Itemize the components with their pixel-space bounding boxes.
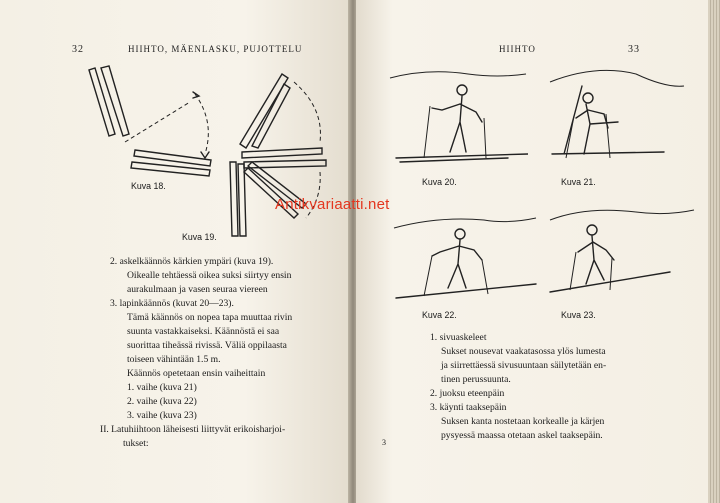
watermark-text: Antikvariaatti.net <box>275 196 390 213</box>
figure-21-caption: Kuva 21. <box>561 177 596 187</box>
right-page <box>356 0 720 503</box>
left-running-head: HIIHTO, MÄENLASKU, PUJOTTELU <box>128 44 303 54</box>
figure-23-illustration <box>546 206 696 296</box>
left-text-line-2: Oikealle tehtäessä oikea suksi siirtyy ensin <box>127 270 292 281</box>
right-text-line-6: 3. käynti taaksepäin <box>430 402 507 413</box>
figure-19-caption: Kuva 19. <box>182 232 217 242</box>
right-text-line-5: 2. juoksu eteenpäin <box>430 388 505 399</box>
figure-21-illustration <box>546 62 686 162</box>
left-text-line-9: Käännös opetetaan ensin vaiheittain <box>127 368 266 379</box>
left-text-line-11: 2. vaihe (kuva 22) <box>127 396 197 407</box>
left-page-number: 32 <box>72 44 84 55</box>
left-text-line-7: suorittaa tiheässä rivissä. Väliä oppilaasta <box>127 340 287 351</box>
figure-18-caption: Kuva 18. <box>131 181 166 191</box>
left-text-line-13: II. Latuhiihtoon läheisesti liittyvät erikoisharjoi- <box>100 424 286 435</box>
right-text-line-1: 1. sivuaskeleet <box>430 332 487 343</box>
left-text-line-1: 2. askelkäännös kärkien ympäri (kuva 19). <box>110 256 274 267</box>
page-edges <box>708 0 720 503</box>
figure-22-illustration <box>388 210 538 300</box>
left-text-line-14: tukset: <box>123 438 149 449</box>
right-text-line-4: tinen perussuunta. <box>441 374 511 385</box>
right-text-line-3: ja siirrettäessä sivusuuntaan säilytetään en- <box>441 360 607 371</box>
left-text-line-4: 3. lapinkäännös (kuvat 20—23). <box>110 298 234 309</box>
right-running-head: HIIHTO <box>499 44 536 54</box>
left-text-line-5: Tämä käännös on nopea tapa muuttaa rivin <box>127 312 293 323</box>
footer-signature-mark: 3 <box>382 438 386 447</box>
left-page <box>0 0 350 503</box>
left-text-line-12: 3. vaihe (kuva 23) <box>127 410 197 421</box>
right-text-line-7: Suksen kanta nostetaan korkealle ja kärjen <box>441 416 605 427</box>
figure-22-caption: Kuva 22. <box>422 310 457 320</box>
left-text-line-6: suunta vastakkaiseksi. Käännöstä ei saa <box>127 326 280 337</box>
figure-23-caption: Kuva 23. <box>561 310 596 320</box>
figure-18-illustration <box>85 62 225 182</box>
left-text-line-3: aurakulmaan ja vasen seuraa viereen <box>127 284 268 295</box>
left-text-line-10: 1. vaihe (kuva 21) <box>127 382 197 393</box>
figure-20-caption: Kuva 20. <box>422 177 457 187</box>
right-text-line-2: Sukset nousevat vaakatasossa ylös lumesta <box>441 346 606 357</box>
right-page-number: 33 <box>628 44 640 55</box>
right-text-line-8: pysyessä maassa otetaan askel taaksepäin. <box>441 430 603 441</box>
left-text-line-8: toiseen vähintään 1.5 m. <box>127 354 221 365</box>
figure-20-illustration <box>388 66 528 166</box>
